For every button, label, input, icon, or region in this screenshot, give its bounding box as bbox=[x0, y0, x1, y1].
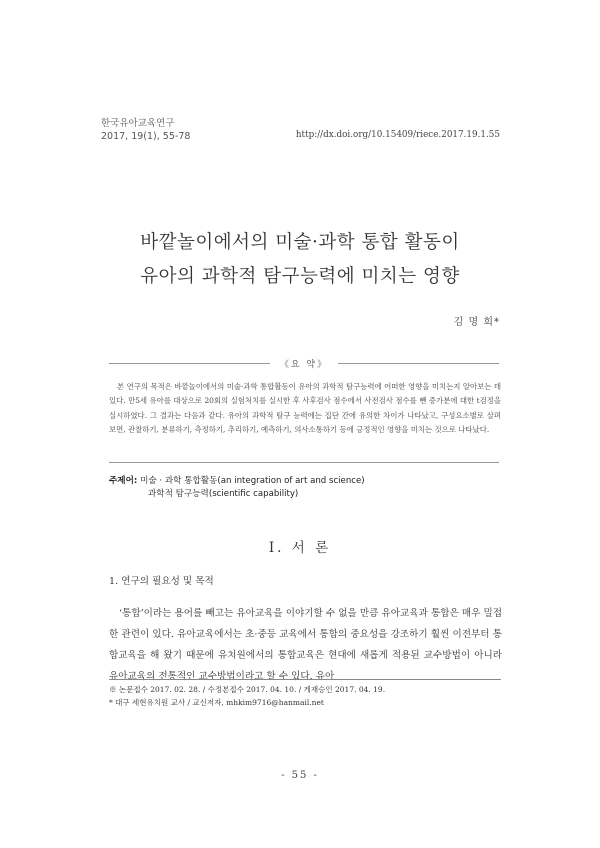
doi-link[interactable]: http://dx.doi.org/10.15409/riece.2017.19.1.55 bbox=[295, 130, 500, 140]
paper-title-line1: 바깥놀이에서의 미술·과학 통합 활동이 bbox=[140, 232, 460, 253]
abstract-heading-row bbox=[109, 357, 499, 369]
keyword-1: 미술 · 과학 통합활동(an integration of art and science) bbox=[140, 476, 365, 486]
journal-volume: 2017, 19(1), 55-78 bbox=[101, 131, 191, 142]
footnote-author: * 대구 세현유치원 교사 / 교신저자, mhkim9716@hanmail.net bbox=[109, 698, 324, 707]
abstract-bottom-rule bbox=[109, 462, 499, 463]
body-text: ‘통합’이라는 용어를 빼고는 유아교육을 이야기할 수 없을 만큼 유아교육과 통합은 매우 밀접한 관련이 있다. 유아교육에서는 초·중등 교육에서 통합의 중요성을 강조하기 훨씬 이전부터 통합교육을 해 왔기 때문에 유치원에서의 통합교육은 현대에 새롭게 적용된 교수방법이 아니라 유아교육의 전통적인 교수방법이라고 할 수 있다. 유아 bbox=[109, 608, 502, 682]
abstract-body bbox=[109, 380, 501, 437]
footnotes bbox=[109, 683, 385, 709]
keywords-block bbox=[109, 475, 365, 501]
abstract-rule-right bbox=[338, 363, 499, 364]
abstract-rule-left bbox=[109, 363, 270, 364]
footnote-rule bbox=[109, 679, 501, 680]
author-name: 김 명 희* bbox=[453, 317, 500, 328]
abstract-text: 본 연구의 목적은 바깥놀이에서의 미술·과학 통합활동이 유아의 과학적 탐구능력에 어떠한 영향을 미치는지 알아보는 데 있다. 만5세 유아를 대상으로 20회의 실험처치를 실시한 후 사후검사 점수에서 사전검사 점수를 뺀 증가분에 대한 t검정을 실시하였다. 그 결과는 다음과 같다. 유아의 과학적 탐구 능력에는 집단 간에 유의한 차이가 나타났고, 구성요소별로 살펴보면, 관찰하기, 분류하기, 측정하기, 추리하기, 예측하기, 의사소통하기 등에 긍정적인 영향을 미치는 것으로 나타났다. bbox=[109, 382, 501, 434]
journal-name: 한국유아교육연구 bbox=[101, 118, 175, 129]
keywords-label: 주제어: bbox=[109, 476, 138, 486]
body-paragraph bbox=[109, 603, 502, 687]
subsection-title: 1. 연구의 필요성 및 목적 bbox=[109, 576, 214, 587]
footnote-dates: ※ 논문접수 2017. 02. 28. / 수정본접수 2017. 04. 10. / 게재승인 2017. 04. 19. bbox=[109, 685, 386, 694]
section-title: Ⅰ. 서 론 bbox=[268, 540, 332, 556]
paper-title-line2: 유아의 과학적 탐구능력에 미치는 영향 bbox=[140, 266, 460, 287]
keyword-2: 과학적 탐구능력(scientific capability) bbox=[148, 489, 299, 499]
abstract-heading: 《요 약》 bbox=[279, 359, 329, 370]
page-number: - 55 - bbox=[281, 770, 319, 781]
journal-header bbox=[101, 117, 190, 143]
